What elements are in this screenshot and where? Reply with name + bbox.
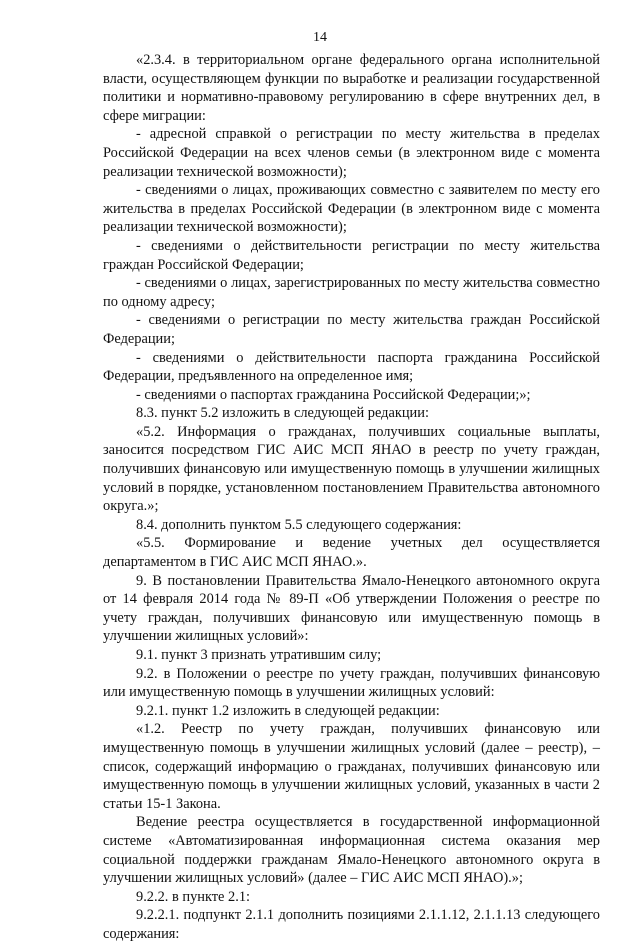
paragraph-8-3: 8.3. пункт 5.2 изложить в следующей редакции: — [136, 405, 429, 422]
paragraph-2-3-4: «2.3.4. в территориальном органе федерального органа исполнительной власти, осуществляющем функции по выработке и реализации государственной политики и нормативно-правовому регулированию в сфере внутренних дел, в сфере миграции: — [103, 52, 600, 124]
paragraph-9-2-1: 9.2.1. пункт 1.2 изложить в следующей редакции: — [136, 702, 440, 719]
paragraph-8-4: 8.4. дополнить пунктом 5.5 следующего содержания: — [136, 516, 462, 533]
paragraph-1-2: «1.2. Реестр по учету граждан, получивших финансовую или имущественную помощь в улучшении жилищных условий (далее – реестр), – список, содержащий информацию о гражданах, получивших финансовую или имущественную помощь в улучшении жилищных условий, указанных в части 2 статьи 15-1 Закона. — [103, 721, 600, 812]
list-item-registration: - сведениями о регистрации по месту жительства граждан Российской Федерации; — [103, 312, 600, 347]
paragraph-9-1: 9.1. пункт 3 признать утратившим силу; — [136, 647, 382, 663]
list-item-same-address: - сведениями о лицах, зарегистрированных по месту жительства совместно по одному адресу; — [103, 275, 600, 310]
list-item-cohabitants: - сведениями о лицах, проживающих совместно с заявителем по месту его жительства в пределах Российской Федерации (в электронном виде с момента реализации технической возможности); — [103, 182, 600, 236]
list-item-address-certificate: - адресной справкой о регистрации по месту жительства в пределах Российской Федерации на всех членов семьи (в электронном виде с момента реализации технической возможности); — [103, 126, 600, 180]
paragraph-9-2-2-1: 9.2.2.1. подпункт 2.1.1 дополнить позициями 2.1.1.12, 2.1.1.13 следующего содержания: — [103, 907, 600, 942]
paragraph-9-2: 9.2. в Положении о реестре по учету граждан, получивших финансовую или имущественную помощь в улучшении жилищных условий: — [103, 665, 600, 701]
paragraph-registry-maintenance: Ведение реестра осуществляется в государственной информационной системе «Автоматизированная информационная система оказания мер социальной поддержки гражданам Ямало-Ненецкого автономного округа в улучшении жилищных условий» (далее – ГИС АИС МСП ЯНАО).»; — [103, 814, 600, 887]
paragraph-9: 9. В постановлении Правительства Ямало-Ненецкого автономного округа от 14 февраля 2014 года № 89-П «Об утверждении Положения о реестре по учету граждан, получивших финансовую или имущественную помощь в улучшении жилищных условий»: — [103, 572, 600, 645]
list-item-registration-validity: - сведениями о действительности регистрации по месту жительства граждан Российской Федерации; — [103, 237, 600, 273]
paragraph-5-2: «5.2. Информация о гражданах, получивших социальные выплаты, заносится посредством ГИС АИС МСП ЯНАО в реестр по учету граждан, получивших финансовую или имущественную помощь в улучшении жилищных условий в порядке, установленном постановлением Правительства автономного округа.»; — [103, 423, 600, 515]
paragraph-9-2-2: 9.2.2. в пункте 2.1: — [136, 888, 251, 905]
list-item-passport-validity: - сведениями о действительности паспорта гражданина Российской Федерации, предъявленного на определенное имя; — [103, 349, 600, 385]
paragraph-5-5: «5.5. Формирование и ведение учетных дел осуществляется департаментом в ГИС АИС МСП ЯНАО.». — [103, 535, 600, 571]
list-item-passports: - сведениями о паспортах гражданина Российской Федерации;»; — [136, 386, 531, 403]
page-number: 14 — [313, 30, 327, 45]
